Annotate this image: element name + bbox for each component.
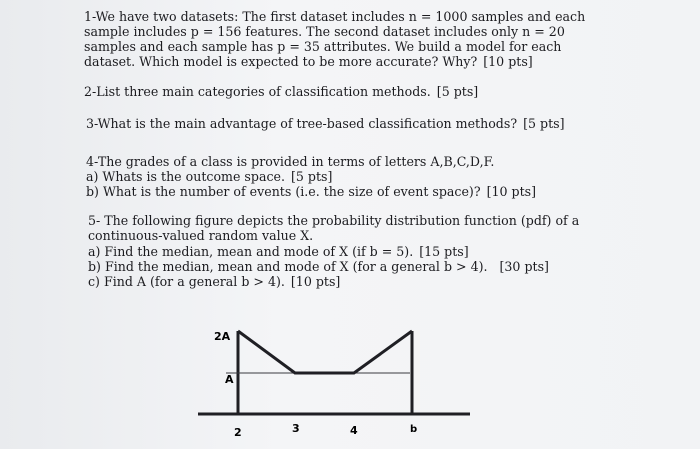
q4-b-text: b) What is the number of events (i.e. the size of event space)? bbox=[86, 184, 481, 199]
q5-b-text: b) Find the median, mean and mode of X (for a general b > 4). bbox=[88, 259, 488, 274]
q4-a-points: [5 pts] bbox=[290, 169, 333, 184]
q2-points: [5 pts] bbox=[436, 84, 479, 99]
y-label-2a: 2A bbox=[214, 330, 231, 343]
q4-a-text: a) Whats is the outcome space. bbox=[86, 169, 285, 184]
q5-a-points: [15 pts] bbox=[419, 244, 469, 259]
q5-c-points: [10 pts] bbox=[290, 274, 341, 289]
q5-intro-1: 5- The following figure depicts the probability distribution function (pdf) of a bbox=[88, 213, 580, 228]
q4-b-points: [10 pts] bbox=[486, 184, 537, 199]
q3-text: 3-What is the main advantage of tree-based classification methods? bbox=[86, 116, 518, 131]
x-label-b: b bbox=[410, 424, 418, 435]
q2-text: 2-List three main categories of classification methods. bbox=[84, 84, 431, 99]
pdf-curve bbox=[238, 331, 412, 373]
q5-c-text: c) Find A (for a general b > 4). bbox=[88, 274, 285, 289]
q5-a-text: a) Find the median, mean and mode of X (if b = 5). bbox=[88, 244, 414, 259]
x-label-3: 3 bbox=[292, 422, 300, 435]
q5-b-points: [30 pts] bbox=[499, 259, 549, 274]
q5-intro-2: continuous-valued random value X. bbox=[88, 228, 314, 243]
q1-line-2: sample includes p = 156 features. The second dataset includes only n = 20 bbox=[84, 24, 565, 39]
q4-intro: 4-The grades of a class is provided in terms of letters A,B,C,D,F. bbox=[86, 154, 495, 169]
q1-line-3: samples and each sample has p = 35 attributes. We build a model for each bbox=[84, 39, 562, 54]
x-label-2: 2 bbox=[234, 426, 242, 439]
q1-line-1: 1-We have two datasets: The first dataset includes n = 1000 samples and each bbox=[84, 9, 586, 24]
x-label-4: 4 bbox=[350, 424, 358, 437]
y-label-a: A bbox=[225, 373, 234, 386]
q1-line-4-text: dataset. Which model is expected to be more accurate? Why? bbox=[84, 54, 478, 69]
q3-points: [5 pts] bbox=[523, 116, 565, 131]
q1-points: [10 pts] bbox=[483, 54, 533, 69]
